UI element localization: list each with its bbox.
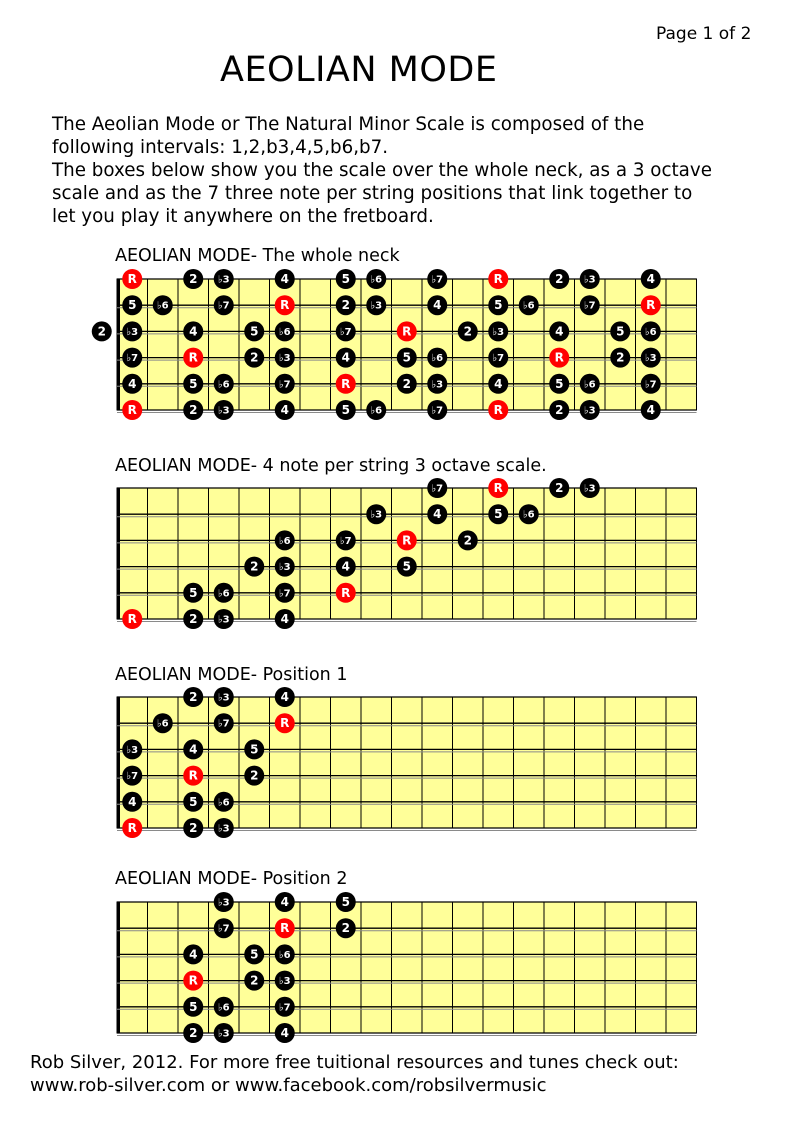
note-label: 5 bbox=[341, 272, 350, 286]
footer-credit: Rob Silver, 2012. For more free tuitional resources and tunes check out: bbox=[30, 1052, 679, 1073]
note-marker bbox=[580, 374, 600, 394]
note-marker bbox=[183, 687, 203, 707]
position-2-fretboard bbox=[117, 892, 697, 1043]
note-marker bbox=[549, 321, 569, 341]
note-marker bbox=[214, 918, 234, 938]
position-1-fretboard bbox=[117, 687, 697, 838]
note-marker bbox=[214, 997, 234, 1017]
intro-line: following intervals: 1,2,b3,4,5,b6,b7. bbox=[52, 137, 389, 158]
whole-neck-fretboard bbox=[92, 269, 697, 420]
note-marker bbox=[519, 295, 539, 315]
note-marker bbox=[458, 530, 478, 550]
note-marker bbox=[275, 583, 295, 603]
note-label: 4 bbox=[189, 324, 198, 339]
note-marker bbox=[488, 348, 508, 368]
note-marker bbox=[580, 478, 600, 498]
note-marker bbox=[183, 1023, 203, 1043]
note-label: 2 bbox=[189, 1026, 198, 1040]
note-label: 5 bbox=[250, 324, 259, 339]
note-marker bbox=[427, 478, 447, 498]
note-marker bbox=[214, 374, 234, 394]
fretboard-background bbox=[117, 697, 697, 828]
note-marker bbox=[488, 374, 508, 394]
note-marker bbox=[610, 348, 630, 368]
three-octave-fretboard bbox=[117, 478, 697, 629]
note-marker bbox=[427, 374, 447, 394]
note-label: R bbox=[646, 298, 656, 313]
note-marker bbox=[580, 269, 600, 289]
note-label: ♭7 bbox=[431, 483, 444, 495]
note-marker bbox=[549, 269, 569, 289]
whole-neck-title: AEOLIAN MODE- The whole neck bbox=[115, 246, 400, 266]
note-label: ♭6 bbox=[370, 274, 383, 286]
note-label: ♭3 bbox=[217, 897, 230, 909]
note-marker bbox=[519, 504, 539, 524]
note-label: 2 bbox=[250, 350, 259, 365]
note-marker bbox=[275, 997, 295, 1017]
note-label: 4 bbox=[280, 272, 289, 286]
note-marker bbox=[427, 295, 447, 315]
note-marker bbox=[427, 400, 447, 420]
note-label: ♭3 bbox=[278, 976, 291, 988]
note-label: 5 bbox=[494, 298, 503, 313]
note-marker bbox=[549, 478, 569, 498]
note-marker bbox=[244, 766, 264, 786]
note-label: 2 bbox=[555, 481, 564, 495]
note-label: 5 bbox=[128, 298, 137, 313]
note-label: R bbox=[280, 921, 290, 936]
note-label: ♭6 bbox=[583, 379, 596, 391]
root-note-marker bbox=[122, 818, 142, 838]
root-note-marker bbox=[122, 609, 142, 629]
note-marker bbox=[214, 609, 234, 629]
note-label: 2 bbox=[250, 559, 259, 574]
note-label: R bbox=[402, 324, 412, 339]
note-label: ♭3 bbox=[217, 405, 230, 417]
note-label: 4 bbox=[280, 1026, 289, 1040]
note-label: R bbox=[402, 533, 412, 548]
note-marker bbox=[275, 530, 295, 550]
note-marker bbox=[183, 400, 203, 420]
note-label: ♭3 bbox=[583, 483, 596, 495]
root-note-marker bbox=[275, 918, 295, 938]
note-label: 4 bbox=[433, 298, 442, 313]
note-marker bbox=[336, 295, 356, 315]
note-label: ♭7 bbox=[339, 326, 352, 338]
note-label: R bbox=[341, 585, 351, 600]
note-label: ♭7 bbox=[431, 274, 444, 286]
note-marker bbox=[122, 348, 142, 368]
note-marker bbox=[641, 374, 661, 394]
note-label: ♭3 bbox=[217, 1028, 230, 1040]
note-label: ♭6 bbox=[156, 300, 169, 312]
note-marker bbox=[427, 348, 447, 368]
note-marker bbox=[366, 504, 386, 524]
note-label: ♭7 bbox=[278, 379, 291, 391]
note-marker bbox=[183, 792, 203, 812]
note-label: 4 bbox=[646, 403, 655, 417]
note-marker bbox=[336, 269, 356, 289]
note-marker bbox=[275, 687, 295, 707]
note-label: 2 bbox=[189, 272, 198, 286]
note-label: 2 bbox=[463, 324, 472, 339]
note-marker bbox=[122, 321, 142, 341]
note-label: 4 bbox=[189, 947, 198, 962]
note-label: 5 bbox=[341, 403, 350, 417]
note-label: 5 bbox=[250, 947, 259, 962]
note-label: R bbox=[127, 272, 137, 286]
note-marker bbox=[244, 348, 264, 368]
note-marker bbox=[244, 557, 264, 577]
note-label: ♭3 bbox=[217, 692, 230, 704]
note-marker bbox=[275, 321, 295, 341]
root-note-marker bbox=[275, 713, 295, 733]
note-label: ♭7 bbox=[217, 718, 230, 730]
note-label: ♭6 bbox=[644, 326, 657, 338]
root-note-marker bbox=[397, 530, 417, 550]
fretboard-background bbox=[117, 488, 697, 619]
note-marker bbox=[122, 792, 142, 812]
note-marker bbox=[549, 374, 569, 394]
root-note-marker bbox=[549, 348, 569, 368]
note-marker bbox=[488, 321, 508, 341]
note-marker bbox=[275, 944, 295, 964]
note-marker bbox=[275, 348, 295, 368]
note-label: 5 bbox=[555, 376, 564, 391]
note-label: ♭3 bbox=[370, 509, 383, 521]
note-label: 2 bbox=[250, 973, 259, 988]
note-marker bbox=[214, 792, 234, 812]
note-label: ♭3 bbox=[583, 405, 596, 417]
intro-line: let you play it anywhere on the fretboard. bbox=[52, 206, 434, 227]
root-note-marker bbox=[122, 269, 142, 289]
note-marker bbox=[92, 321, 112, 341]
note-marker bbox=[214, 583, 234, 603]
note-label: 5 bbox=[250, 742, 259, 757]
note-marker bbox=[183, 583, 203, 603]
note-marker bbox=[214, 687, 234, 707]
note-marker bbox=[610, 321, 630, 341]
note-label: R bbox=[280, 716, 290, 731]
note-label: ♭7 bbox=[126, 353, 139, 365]
root-note-marker bbox=[183, 971, 203, 991]
note-label: 4 bbox=[555, 324, 564, 339]
note-label: 2 bbox=[555, 272, 564, 286]
note-label: R bbox=[493, 272, 503, 286]
root-note-marker bbox=[488, 400, 508, 420]
note-label: 4 bbox=[646, 272, 655, 286]
note-marker bbox=[183, 997, 203, 1017]
note-label: ♭6 bbox=[522, 509, 535, 521]
root-note-marker bbox=[641, 295, 661, 315]
footer bbox=[30, 1051, 679, 1097]
note-label: 2 bbox=[250, 768, 259, 783]
note-label: ♭6 bbox=[217, 588, 230, 600]
note-marker bbox=[153, 713, 173, 733]
note-label: ♭3 bbox=[492, 326, 505, 338]
note-label: 2 bbox=[555, 403, 564, 417]
note-marker bbox=[641, 269, 661, 289]
note-label: 5 bbox=[189, 999, 198, 1014]
note-marker bbox=[183, 818, 203, 838]
note-marker bbox=[336, 321, 356, 341]
note-marker bbox=[214, 400, 234, 420]
note-marker bbox=[458, 321, 478, 341]
note-label: ♭3 bbox=[431, 379, 444, 391]
note-label: 5 bbox=[341, 895, 350, 909]
note-label: R bbox=[554, 350, 564, 365]
intro-line: scale and as the 7 three note per string positions that link together to bbox=[52, 183, 693, 204]
note-marker bbox=[366, 400, 386, 420]
note-label: ♭7 bbox=[278, 588, 291, 600]
note-marker bbox=[122, 295, 142, 315]
note-marker bbox=[336, 530, 356, 550]
note-marker bbox=[397, 348, 417, 368]
position-2-title: AEOLIAN MODE- Position 2 bbox=[115, 869, 348, 889]
note-label: ♭3 bbox=[217, 274, 230, 286]
note-marker bbox=[580, 295, 600, 315]
note-marker bbox=[397, 557, 417, 577]
note-marker bbox=[275, 557, 295, 577]
root-note-marker bbox=[336, 583, 356, 603]
note-label: 2 bbox=[189, 403, 198, 417]
note-marker bbox=[214, 713, 234, 733]
note-label: R bbox=[188, 973, 198, 988]
note-marker bbox=[366, 269, 386, 289]
note-label: ♭6 bbox=[217, 379, 230, 391]
note-marker bbox=[214, 295, 234, 315]
note-label: ♭7 bbox=[278, 1002, 291, 1014]
note-marker bbox=[275, 971, 295, 991]
footer-links: www.rob-silver.com or www.facebook.com/robsilvermusic bbox=[30, 1075, 547, 1096]
note-label: 2 bbox=[97, 324, 106, 339]
root-note-marker bbox=[488, 478, 508, 498]
note-label: 5 bbox=[189, 376, 198, 391]
note-label: ♭6 bbox=[217, 797, 230, 809]
note-label: 2 bbox=[189, 821, 198, 835]
note-marker bbox=[427, 504, 447, 524]
note-label: 5 bbox=[616, 324, 625, 339]
note-label: ♭7 bbox=[126, 771, 139, 783]
note-marker bbox=[214, 818, 234, 838]
note-label: ♭6 bbox=[156, 718, 169, 730]
note-label: 4 bbox=[433, 507, 442, 522]
note-marker bbox=[214, 269, 234, 289]
note-label: 4 bbox=[341, 350, 350, 365]
note-marker bbox=[183, 321, 203, 341]
note-label: ♭6 bbox=[522, 300, 535, 312]
page-title: AEOLIAN MODE bbox=[220, 50, 498, 90]
note-label: ♭7 bbox=[339, 535, 352, 547]
note-label: ♭3 bbox=[644, 353, 657, 365]
note-label: ♭3 bbox=[217, 823, 230, 835]
note-marker bbox=[641, 348, 661, 368]
note-label: R bbox=[341, 376, 351, 391]
note-label: ♭6 bbox=[278, 535, 291, 547]
note-label: ♭6 bbox=[431, 353, 444, 365]
note-marker bbox=[336, 400, 356, 420]
note-label: ♭6 bbox=[370, 405, 383, 417]
three-octave-title: AEOLIAN MODE- 4 note per string 3 octave scale. bbox=[115, 456, 547, 476]
note-label: R bbox=[188, 350, 198, 365]
note-marker bbox=[244, 739, 264, 759]
note-marker bbox=[397, 374, 417, 394]
note-label: ♭3 bbox=[278, 562, 291, 574]
page-number: Page 1 of 2 bbox=[656, 24, 752, 44]
note-marker bbox=[214, 892, 234, 912]
note-marker bbox=[183, 269, 203, 289]
root-note-marker bbox=[275, 295, 295, 315]
note-marker bbox=[122, 374, 142, 394]
note-label: 2 bbox=[402, 376, 411, 391]
note-label: ♭6 bbox=[278, 326, 291, 338]
note-label: ♭7 bbox=[492, 353, 505, 365]
note-label: R bbox=[493, 481, 503, 495]
note-label: R bbox=[493, 403, 503, 417]
note-label: ♭7 bbox=[217, 923, 230, 935]
note-marker bbox=[641, 321, 661, 341]
note-marker bbox=[183, 374, 203, 394]
note-label: 2 bbox=[189, 690, 198, 704]
note-label: R bbox=[127, 612, 137, 626]
note-label: 2 bbox=[463, 533, 472, 548]
note-label: 2 bbox=[341, 921, 350, 936]
note-marker bbox=[244, 944, 264, 964]
intro-line: The Aeolian Mode or The Natural Minor Scale is composed of the bbox=[52, 114, 645, 135]
note-marker bbox=[275, 400, 295, 420]
note-label: 2 bbox=[616, 350, 625, 365]
note-marker bbox=[336, 918, 356, 938]
note-label: R bbox=[127, 403, 137, 417]
root-note-marker bbox=[183, 348, 203, 368]
note-marker bbox=[214, 1023, 234, 1043]
note-label: ♭3 bbox=[126, 326, 139, 338]
note-marker bbox=[275, 269, 295, 289]
note-label: ♭3 bbox=[278, 353, 291, 365]
note-label: 5 bbox=[402, 350, 411, 365]
note-label: 2 bbox=[341, 298, 350, 313]
note-label: 4 bbox=[280, 612, 289, 626]
note-marker bbox=[336, 892, 356, 912]
note-marker bbox=[488, 504, 508, 524]
note-marker bbox=[244, 321, 264, 341]
note-marker bbox=[275, 892, 295, 912]
note-label: 5 bbox=[494, 507, 503, 522]
note-marker bbox=[366, 295, 386, 315]
note-label: 4 bbox=[128, 376, 137, 391]
note-marker bbox=[336, 557, 356, 577]
root-note-marker bbox=[397, 321, 417, 341]
note-marker bbox=[122, 739, 142, 759]
note-marker bbox=[275, 374, 295, 394]
note-marker bbox=[153, 295, 173, 315]
note-label: ♭7 bbox=[217, 300, 230, 312]
note-marker bbox=[183, 739, 203, 759]
note-marker bbox=[427, 269, 447, 289]
root-note-marker bbox=[336, 374, 356, 394]
note-label: 4 bbox=[189, 742, 198, 757]
note-label: ♭3 bbox=[583, 274, 596, 286]
note-label: 5 bbox=[402, 559, 411, 574]
note-marker bbox=[275, 1023, 295, 1043]
note-label: 5 bbox=[189, 794, 198, 809]
intro-line: The boxes below show you the scale over the whole neck, as a 3 octave bbox=[52, 160, 712, 181]
root-note-marker bbox=[183, 766, 203, 786]
fretboard-background bbox=[117, 902, 697, 1033]
note-marker bbox=[336, 348, 356, 368]
root-note-marker bbox=[122, 400, 142, 420]
note-label: R bbox=[280, 298, 290, 313]
note-label: ♭3 bbox=[370, 300, 383, 312]
note-label: R bbox=[127, 821, 137, 835]
note-label: ♭3 bbox=[126, 744, 139, 756]
note-marker bbox=[183, 609, 203, 629]
note-label: 5 bbox=[189, 585, 198, 600]
note-label: 4 bbox=[280, 403, 289, 417]
root-note-marker bbox=[488, 269, 508, 289]
note-label: ♭6 bbox=[217, 1002, 230, 1014]
note-label: ♭7 bbox=[583, 300, 596, 312]
note-marker bbox=[549, 400, 569, 420]
note-label: ♭6 bbox=[278, 949, 291, 961]
note-label: 4 bbox=[341, 559, 350, 574]
note-marker bbox=[641, 400, 661, 420]
note-label: 4 bbox=[280, 895, 289, 909]
note-marker bbox=[488, 295, 508, 315]
note-label: R bbox=[188, 768, 198, 783]
note-marker bbox=[183, 944, 203, 964]
note-label: 2 bbox=[189, 612, 198, 626]
position-1-title: AEOLIAN MODE- Position 1 bbox=[115, 665, 348, 685]
note-label: 4 bbox=[128, 794, 137, 809]
note-label: 4 bbox=[494, 376, 503, 391]
note-label: 4 bbox=[280, 690, 289, 704]
note-marker bbox=[275, 609, 295, 629]
note-marker bbox=[122, 766, 142, 786]
note-label: ♭7 bbox=[431, 405, 444, 417]
note-marker bbox=[580, 400, 600, 420]
note-label: ♭7 bbox=[644, 379, 657, 391]
note-marker bbox=[244, 971, 264, 991]
note-label: ♭3 bbox=[217, 614, 230, 626]
